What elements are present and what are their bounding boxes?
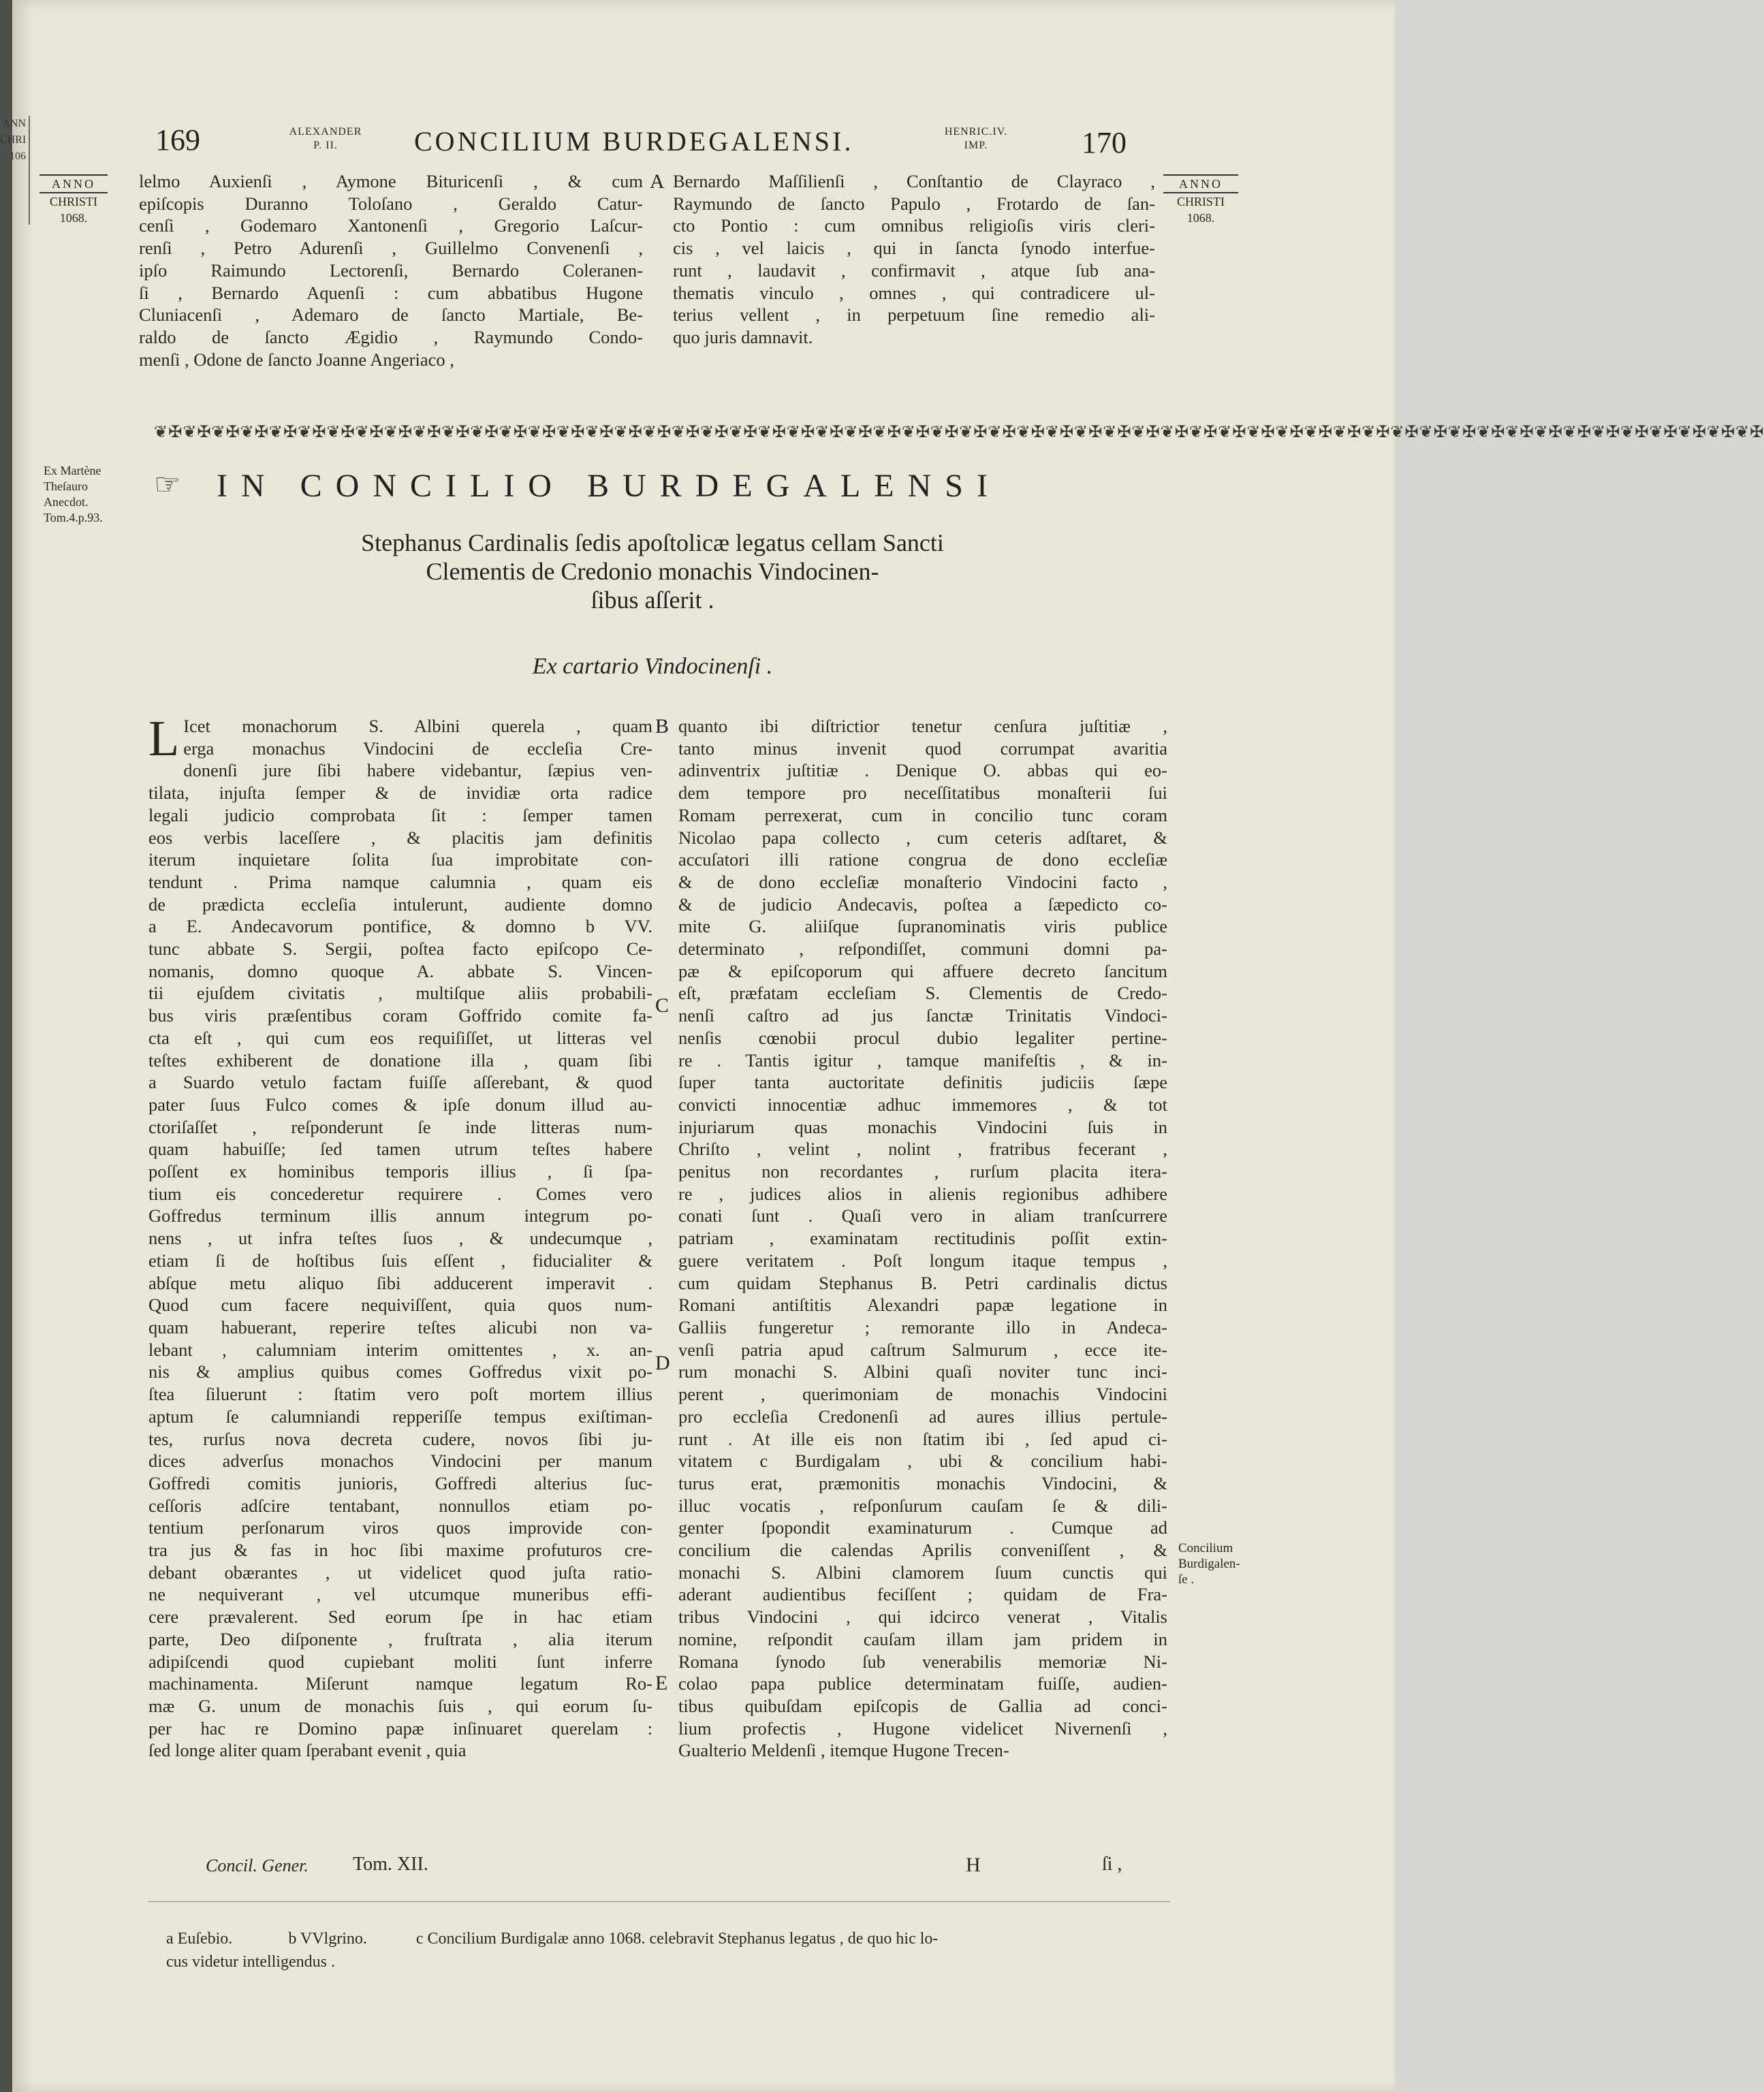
text-line: & de dono eccleſiæ monaſterio Vindocini facto , (678, 871, 1167, 892)
prev-page-line: CHRI (0, 134, 27, 146)
text-line: Gualterio Meldenſi , itemque Hugone Trecen- (678, 1740, 1009, 1761)
text-line: ſed longe aliter quam ſperabant evenit , quia (148, 1740, 467, 1761)
text-line: ceſſoris adſcire tentabant, nonnullos etiam po- (148, 1495, 652, 1516)
previous-page-edge (0, 116, 30, 225)
section-subtitle (237, 528, 1068, 614)
text-line: Galliis fungeretur ; remorante illo in Andeca- (678, 1316, 1167, 1337)
text-line: per hac re Domino papæ inſinuaret querelam : (148, 1717, 652, 1739)
text-line: aderant audientibus feciſſent ; quidam de Fra- (678, 1584, 1167, 1605)
text-line: raldo de ſancto Ægidio , Raymundo Condo- (139, 326, 643, 347)
text-line: poſſent ex hominibus temporis illius , ſi ſpa- (148, 1161, 652, 1182)
text-line: penitus non recordantes , rurſum placita itera- (678, 1161, 1167, 1182)
margin-note-line: Burdigalen- (1178, 1557, 1240, 1571)
text-line: erga monachus Vindocini de eccleſia Cre- (183, 738, 652, 759)
text-line: pater ſuus Fulco comes & ipſe donum illud au- (148, 1094, 652, 1115)
text-line: pæ & epiſcoporum qui affuere decreto ſancitum (678, 960, 1167, 981)
text-line: Icet monachorum S. Albini querela , quam (183, 716, 652, 736)
text-line: Romam perrexerat, cum in concilio tunc coram (678, 804, 1167, 825)
text-line: Goffredus terminum illis annum integrum po- (148, 1205, 652, 1226)
text-line: aptum ſe calumniandi repperiſſe tempus exiſtiman- (148, 1406, 652, 1427)
text-line: pro eccleſia Credonenſi ad aures illius pertule- (678, 1406, 1167, 1427)
text-line: tii ejuſdem civitatis , multiſque aliis probabili- (148, 983, 652, 1004)
text-line: re , judices alios in alienis regionibus adhibere (678, 1183, 1167, 1204)
text-line: tendunt . Prima namque calumnia , quam eis (148, 871, 652, 892)
text-line: Cluniacenſi , Ademaro de ſancto Martiale, Be- (139, 304, 643, 326)
prev-page-line: 106 (10, 150, 26, 162)
text-line: ſuper tanta auctoritate definitis judiciis ſæpe (678, 1072, 1167, 1093)
source-line: Ex cartario Vindocinenſi . (532, 654, 773, 679)
margin-marker-e: E (655, 1672, 668, 1694)
text-line: cto Pontio : cum omnibus religioſis viris cleri- (673, 215, 1155, 236)
running-title: CONCILIUM BURDEGALENSI. (414, 126, 854, 157)
signature-concil-gener: Concil. Gener. (206, 1856, 309, 1875)
text-line: cum quidam Stephanus B. Petri cardinalis dictus (678, 1272, 1167, 1293)
text-line: bus viris præſentibus coram Goffrido comite fa- (148, 1005, 652, 1026)
anno-christi-right (1163, 174, 1238, 226)
text-line: genter ſpopondit examinaturum . Cumque ad (678, 1517, 1167, 1538)
source-note (44, 463, 132, 526)
text-line: ſtea ſiluerunt : ſtatim vero poſt mortem illius (148, 1384, 652, 1405)
main-column-right (678, 715, 1167, 1762)
text-line: a Suardo vetulo factam fuiſſe aſſerebant, & quod (148, 1072, 652, 1093)
margin-marker-b: B (655, 715, 670, 738)
text-line: illuc vocatis , reſponſurum cauſam ſe & dili- (678, 1495, 1167, 1516)
text-line: teſtes exhiberent de donatione illa , quam ſibi (148, 1049, 652, 1071)
text-line: menſi , Odone de ſancto Joanne Angeriaco , (139, 349, 454, 370)
emperor-name: HENRIC.IV. (944, 126, 1008, 138)
text-line: tium eis concederetur requirere . Comes vero (148, 1183, 652, 1204)
text-line: dem tempore pro neceſſitatibus monaſterii ſui (678, 782, 1167, 804)
text-line: quanto ibi diſtrictior tenetur cenſura juſtitiæ , (678, 716, 1167, 736)
text-line: perent , querimoniam de monachis Vindocini (678, 1384, 1167, 1405)
pope-heading (264, 125, 387, 153)
text-line: a E. Andecavorum pontifice, & domno b VV. (148, 916, 652, 937)
text-line: tentium perſonarum viros quos improvide con- (148, 1517, 652, 1538)
text-line: dices adverſus monachos Vindocini per manum (148, 1451, 652, 1472)
text-line: machinamenta. Miſerunt namque legatum Ro- (148, 1673, 652, 1694)
text-line: ſi , Bernardo Aquenſi : cum abbatibus Hugone (139, 282, 643, 303)
source-note-line: Ex Martène (44, 464, 101, 477)
text-line: venſi patria apud caſtrum Salmurum , ecce ite- (678, 1339, 1167, 1360)
margin-note-line: ſe . (1178, 1572, 1195, 1587)
text-line: nens , ut infra teſtes ſuos , & undecumque , (148, 1228, 652, 1249)
text-line: runt , laudavit , confirmavit , atque ſub ana- (673, 259, 1155, 281)
source-note-line: Tom.4.p.93. (44, 511, 103, 524)
text-line: lelmo Auxienſi , Aymone Bituricenſi , & cum (139, 171, 643, 191)
text-line: etiam ſi de hoſtibus ſuis eſſent , fiducialiter & (148, 1250, 652, 1271)
text-line: ne nequiverant , vel utcumque muneribus effi- (148, 1584, 652, 1605)
footnote-row (166, 1927, 1188, 1950)
subtitle-line: ſibus aſſerit . (590, 586, 714, 614)
text-line: guere veritatem . Poſt longum itaque tempus , (678, 1250, 1167, 1271)
text-line: Chriſto , velint , nolint , fratribus fecerant , (678, 1139, 1167, 1160)
text-line: Raymundo de ſancto Papulo , Frotardo de ſan- (673, 193, 1155, 214)
text-line: conati ſunt . Quaſi vero in aliam tranſcurrere (678, 1205, 1167, 1226)
emperor-heading (918, 125, 1034, 153)
text-line: nenſis cœnobii procul dubio legaliter pertine- (678, 1027, 1167, 1048)
text-line: injuriarum quas monachis Vindocini ſuis in (678, 1116, 1167, 1137)
text-line: turus erat, præmonitis monachis Vindocini, & (678, 1472, 1167, 1493)
text-line: lebant , calumniam interim omittentes , x. an- (148, 1339, 652, 1360)
margin-marker-a: A (650, 170, 665, 193)
text-line: determinato , reſpondiſſet, communi domni pa- (678, 938, 1167, 960)
pope-number: P. II. (313, 140, 338, 151)
book-spine-edge (0, 0, 12, 2092)
text-line: legali judicio comprobata ſit : ſemper tamen (148, 804, 652, 825)
text-line: tra jus & fas in hoc ſibi maxime profuturos cre- (148, 1540, 652, 1561)
text-line: Bernardo Maſſilienſi , Conſtantio de Clayraco , (673, 171, 1155, 191)
text-line: eſt, præfatam eccleſiam S. Clementis de Credo- (678, 983, 1167, 1004)
text-line: re . Tantis igitur , tamque manifeſtis , & in- (678, 1049, 1167, 1071)
signature-mark: H (966, 1854, 981, 1876)
text-line: tilata, injuſta ſemper & de invidiæ orta radice (148, 782, 652, 804)
footnote-rule (148, 1901, 1170, 1902)
text-line: adinventrix juſtitiæ . Denique O. abbas qui eo- (678, 760, 1167, 781)
text-line: cere prævalerent. Sed eorum ſpe in hac etiam (148, 1606, 652, 1628)
text-line: tribus Vindocini , qui idcirco venerat , Vitalis (678, 1606, 1167, 1628)
text-line: nomine, reſpondit cauſam illam jam pridem in (678, 1628, 1167, 1649)
anno-label: ANNO (1163, 174, 1238, 193)
text-line: renſi , Petro Adurenſi , Guillelmo Convenenſi , (139, 238, 643, 259)
pointing-hand-icon: ☞ (154, 467, 181, 502)
top-column-right (673, 170, 1155, 349)
text-line: Romana ſynodo ſub venerabilis memoriæ Ni- (678, 1651, 1167, 1672)
text-line: de prædicta eccleſia intulerunt, audiente domno (148, 893, 652, 915)
footnotes (166, 1927, 1188, 1974)
text-line: quam habuerant, reperire teſtes alicubi non va- (148, 1316, 652, 1337)
text-line: iterum inquietare ſolita ſua improbitate con- (148, 849, 652, 870)
text-line: nis & amplius quibus comes Goffredus vixit po- (148, 1361, 652, 1382)
text-line: adipiſcendi quod cupiebant moliti ſunt inferre (148, 1651, 652, 1672)
text-line: epiſcopis Duranno Toloſano , Geraldo Catur- (139, 193, 643, 214)
margin-marker-d: D (655, 1352, 670, 1374)
text-line: convicti innocentiæ adhuc immemores , & tot (678, 1094, 1167, 1115)
margin-note-line: Concilium (1178, 1541, 1233, 1555)
text-line: cenſi , Godemaro Xantonenſi , Gregorio Laſcur- (139, 215, 643, 236)
text-line: nomanis, domno quoque A. abbate S. Vincen- (148, 960, 652, 981)
subtitle-line: Clementis de Credonio monachis Vindocinen- (426, 558, 879, 585)
text-line: terius vellent , in perpetuum ſine remedio ali- (673, 304, 1155, 326)
footnote-a: a Euſebio. (166, 1930, 233, 1948)
text-line: tanto minus invenit quod corrumpat avaritia (678, 738, 1167, 759)
anno-year: 1068. (1186, 211, 1215, 225)
text-line: Romani antiſtitis Alexandri papæ legatione in (678, 1295, 1167, 1316)
text-line: monachi S. Albini clamorem ſuum cunctis qui (678, 1562, 1167, 1583)
text-line: & de judicio Andecavis, poſtea a ſæpedicto co- (678, 893, 1167, 915)
pope-name: ALEXANDER (289, 126, 362, 138)
text-line: concilium die calendas Aprilis conveniſſent , & (678, 1540, 1167, 1561)
source-note-line: Theſauro (44, 479, 88, 493)
text-line: mite G. aliiſque ſupranominatis viris publice (678, 916, 1167, 937)
text-line: colao papa publice determinatam fuiſſe, audien- (678, 1673, 1167, 1694)
text-line: debant obærantes , ut videlicet quod juſta ratio- (148, 1562, 652, 1583)
catchword: ſi , (1102, 1854, 1122, 1875)
text-line: tunc abbate S. Sergii, poſtea facto epiſcopo Ce- (148, 938, 652, 960)
main-column-left (148, 711, 652, 1762)
top-column-left (139, 170, 643, 370)
anno-label: ANNO (40, 174, 108, 193)
text-line: quo juris damnavit. (673, 326, 813, 347)
text-line: Goffredi comitis junioris, Goffredi alterius ſuc- (148, 1472, 652, 1493)
text-line: rum monachi S. Albini quaſi noviter tunc inci- (678, 1361, 1167, 1382)
text-line: accuſatori illi ratione congrua de dono eccleſiæ (678, 849, 1167, 870)
source-note-line: Anecdot. (44, 495, 89, 509)
text-line: lium profectis , Hugone videlicet Nivernenſi , (678, 1717, 1167, 1739)
anno-sub: CHRISTI (1176, 195, 1225, 208)
text-line: thematis vinculo , omnes , qui contradicere ul- (673, 282, 1155, 303)
emperor-title: IMP. (964, 140, 988, 151)
page-number-left: 169 (155, 123, 200, 157)
text-line: nenſi caſtro ad jus ſanctæ Trinitatis Vindoci- (678, 1005, 1167, 1026)
anno-sub: CHRISTI (49, 195, 97, 208)
text-line: ctoriſaſſet , reſponderunt ſe inde litteras num- (148, 1116, 652, 1137)
text-line: donenſi jure ſibi habere videbantur, ſæpius ven- (183, 760, 652, 781)
anno-year: 1068. (59, 211, 88, 225)
margin-note-concilium (1178, 1540, 1260, 1587)
prev-page-line: ANN (2, 118, 26, 129)
text-line: cta eſt , qui cum eos requiſiſſet, ut litteras vel (148, 1027, 652, 1048)
footnote-c-continued: cus videtur intelligendus . (166, 1953, 335, 1971)
footnote-b: b VVlgrino. (288, 1930, 367, 1948)
text-line: Quod cum facere nequiviſſent, quia quos num- (148, 1295, 652, 1316)
ornamental-band: ❦✠❦✠❦✠❦✠❦✠❦✠❦✠❦✠❦✠❦✠❦✠❦✠❦✠❦✠❦✠❦✠❦✠❦✠❦✠❦✠❦✠❦✠❦✠❦✠❦✠❦✠❦✠❦✠❦✠❦✠❦✠❦✠❦✠❦✠❦✠❦✠❦✠❦✠❦✠❦✠❦✠❦✠❦✠❦✠❦✠❦✠❦✠❦✠❦✠❦✠❦✠❦✠❦✠❦✠❦✠❦✠ (154, 422, 1764, 441)
text-line: parte, Deo diſponente , fruſtrata , alia iterum (148, 1628, 652, 1649)
text-line: mæ G. unum de monachis ſuis , qui eorum ſu- (148, 1695, 652, 1716)
text-line: runt . At ille eis non ſtatim ibi , ſed apud ci- (678, 1428, 1167, 1449)
section-title: IN CONCILIO BURDEGALENSI (217, 468, 1001, 504)
anno-christi-left (40, 174, 108, 226)
text-line: Nicolao papa collecto , cum ceteris adſtaret, & (678, 827, 1167, 848)
subtitle-line: Stephanus Cardinalis ſedis apoſtolicæ legatus cellam Sancti (361, 529, 944, 556)
margin-marker-c: C (655, 994, 670, 1017)
text-line: eos verbis laceſſere , & placitis jam definitis (148, 827, 652, 848)
text-line: cis , vel laicis , qui in ſancta ſynodo interfue- (673, 238, 1155, 259)
text-line: abſque metu aliquo ſibi adducerent imperavit . (148, 1272, 652, 1293)
text-line: patriam , examinatam rectitudinis poſſit extin- (678, 1228, 1167, 1249)
drop-cap: L (148, 711, 180, 767)
text-line: tes, rurſus nova decreta cudere, novos ſibi ju- (148, 1428, 652, 1449)
signature-tome: Tom. XII. (353, 1854, 428, 1875)
text-line: ipſo Raimundo Lectorenſi, Bernardo Coleranen- (139, 259, 643, 281)
text-line: vitatem c Burdigalam , ubi & concilium habi- (678, 1451, 1167, 1472)
text-line: quam habuiſſe; ſed tamen utrum teſtes habere (148, 1139, 652, 1160)
text-line: tibus quibuſdam epiſcopis de Gallia ad conci- (678, 1695, 1167, 1716)
footnote-c: c Concilium Burdigalæ anno 1068. celebravit Stephanus legatus , de quo hic lo- (415, 1930, 939, 1948)
page-number-right: 170 (1082, 126, 1127, 159)
